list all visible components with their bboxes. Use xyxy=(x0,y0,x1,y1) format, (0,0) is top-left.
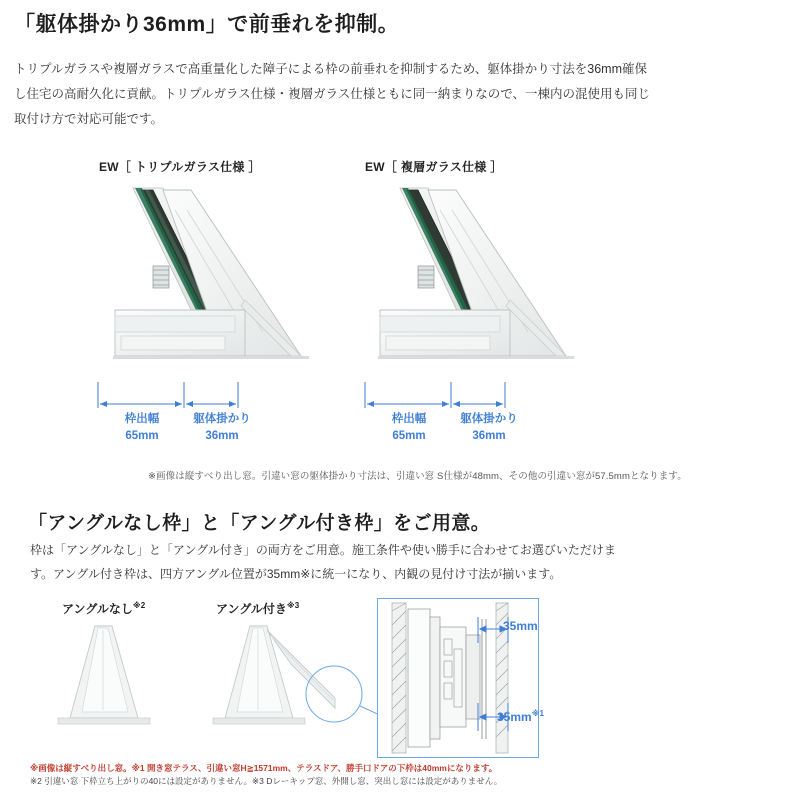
callout-sup: ※1 xyxy=(531,709,544,718)
dim-label-text: 枠出幅 xyxy=(391,413,427,425)
footnote-text-2: ※2 引違い窓 下枠立ち上がりの40には設定がありません。※3 Dレーキップ窓、外開し窓、突出し窓には設定がありません。 xyxy=(30,776,503,787)
callout-value-top xyxy=(503,618,538,633)
footnote-text-1: ※画像は縦すべり出し窓。※1 開き窓テラス、引違い窓H≧1571mm、テラスドア、勝手口ドアの下枠は40mmになります。 xyxy=(30,763,498,773)
dimension-label-frame-width-right xyxy=(367,411,451,444)
callout-text: 35mm xyxy=(503,619,538,633)
cross-section-double-glass xyxy=(362,180,602,380)
dimension-label-body-overlap-left xyxy=(180,411,264,444)
section2-title: 「アングルなし枠」と「アングル付き枠」をご用意。 xyxy=(28,513,491,534)
section1-note: ※画像は縦すべり出し窓。引違い窓の躯体掛かり寸法は、引違い窓 S仕様が48mm、その他の引違い窓が57.5mmとなります。 xyxy=(148,471,687,482)
section2-body: 枠は「アングルなし」と「アングル付き」の両方をご用意。施工条件や使い勝手に合わせてお選びいただけます。アングル付き枠は、四方アングル位置が35mm※に統一になり、内観の見付け寸法が揃います。 xyxy=(30,543,616,581)
cross-section-triple-glass xyxy=(95,180,335,380)
dim-value-text: 65mm xyxy=(392,429,426,442)
dimension-lines-triple xyxy=(90,380,290,410)
section1-title: 「躯体掛かり36mm」で前垂れを抑制。 xyxy=(14,13,400,36)
diagram-caption-double: EW［ 複層ガラス仕様 ］ xyxy=(365,160,503,174)
subcaption-no-angle xyxy=(62,600,145,617)
section1-body: トリプルガラスや複層ガラスで高重量化した障子による枠の前垂れを抑制するため、躯体掛かり寸法を36mm確保し住宅の高耐久化に貢献。トリプルガラス仕様・複層ガラス仕様ともに同一納まりなので、一棟内の混使用も同じ取付け方で対応可能です。 xyxy=(14,62,651,126)
frame-illustration-no-angle xyxy=(40,622,190,732)
footnote-line-2 xyxy=(30,775,502,788)
dimension-label-body-overlap-right xyxy=(447,411,531,444)
diagram-caption-triple: EW［ トリプルガラス仕様 ］ xyxy=(99,160,261,174)
footnote-line-1 xyxy=(30,762,502,775)
dimension-label-frame-width-left xyxy=(100,411,184,444)
dim-label-text: 躯体掛かり xyxy=(193,413,251,425)
section2-footnotes xyxy=(30,762,502,788)
subcaption-sup: ※3 xyxy=(286,601,300,610)
dim-value-text: 65mm xyxy=(125,429,159,442)
subcaption-text: アングルなし xyxy=(62,602,133,616)
subcaption-with-angle xyxy=(216,600,299,617)
subcaption-text: アングル付き xyxy=(216,602,287,616)
subcaption-sup: ※2 xyxy=(132,601,146,610)
dim-value-text: 36mm xyxy=(205,429,239,442)
callout-value-bottom xyxy=(497,709,544,724)
dim-value-text: 36mm xyxy=(472,429,506,442)
dimension-lines-double xyxy=(357,380,557,410)
callout-text: 35mm xyxy=(497,710,532,724)
dim-label-text: 躯体掛かり xyxy=(460,413,518,425)
dim-label-text: 枠出幅 xyxy=(124,413,160,425)
